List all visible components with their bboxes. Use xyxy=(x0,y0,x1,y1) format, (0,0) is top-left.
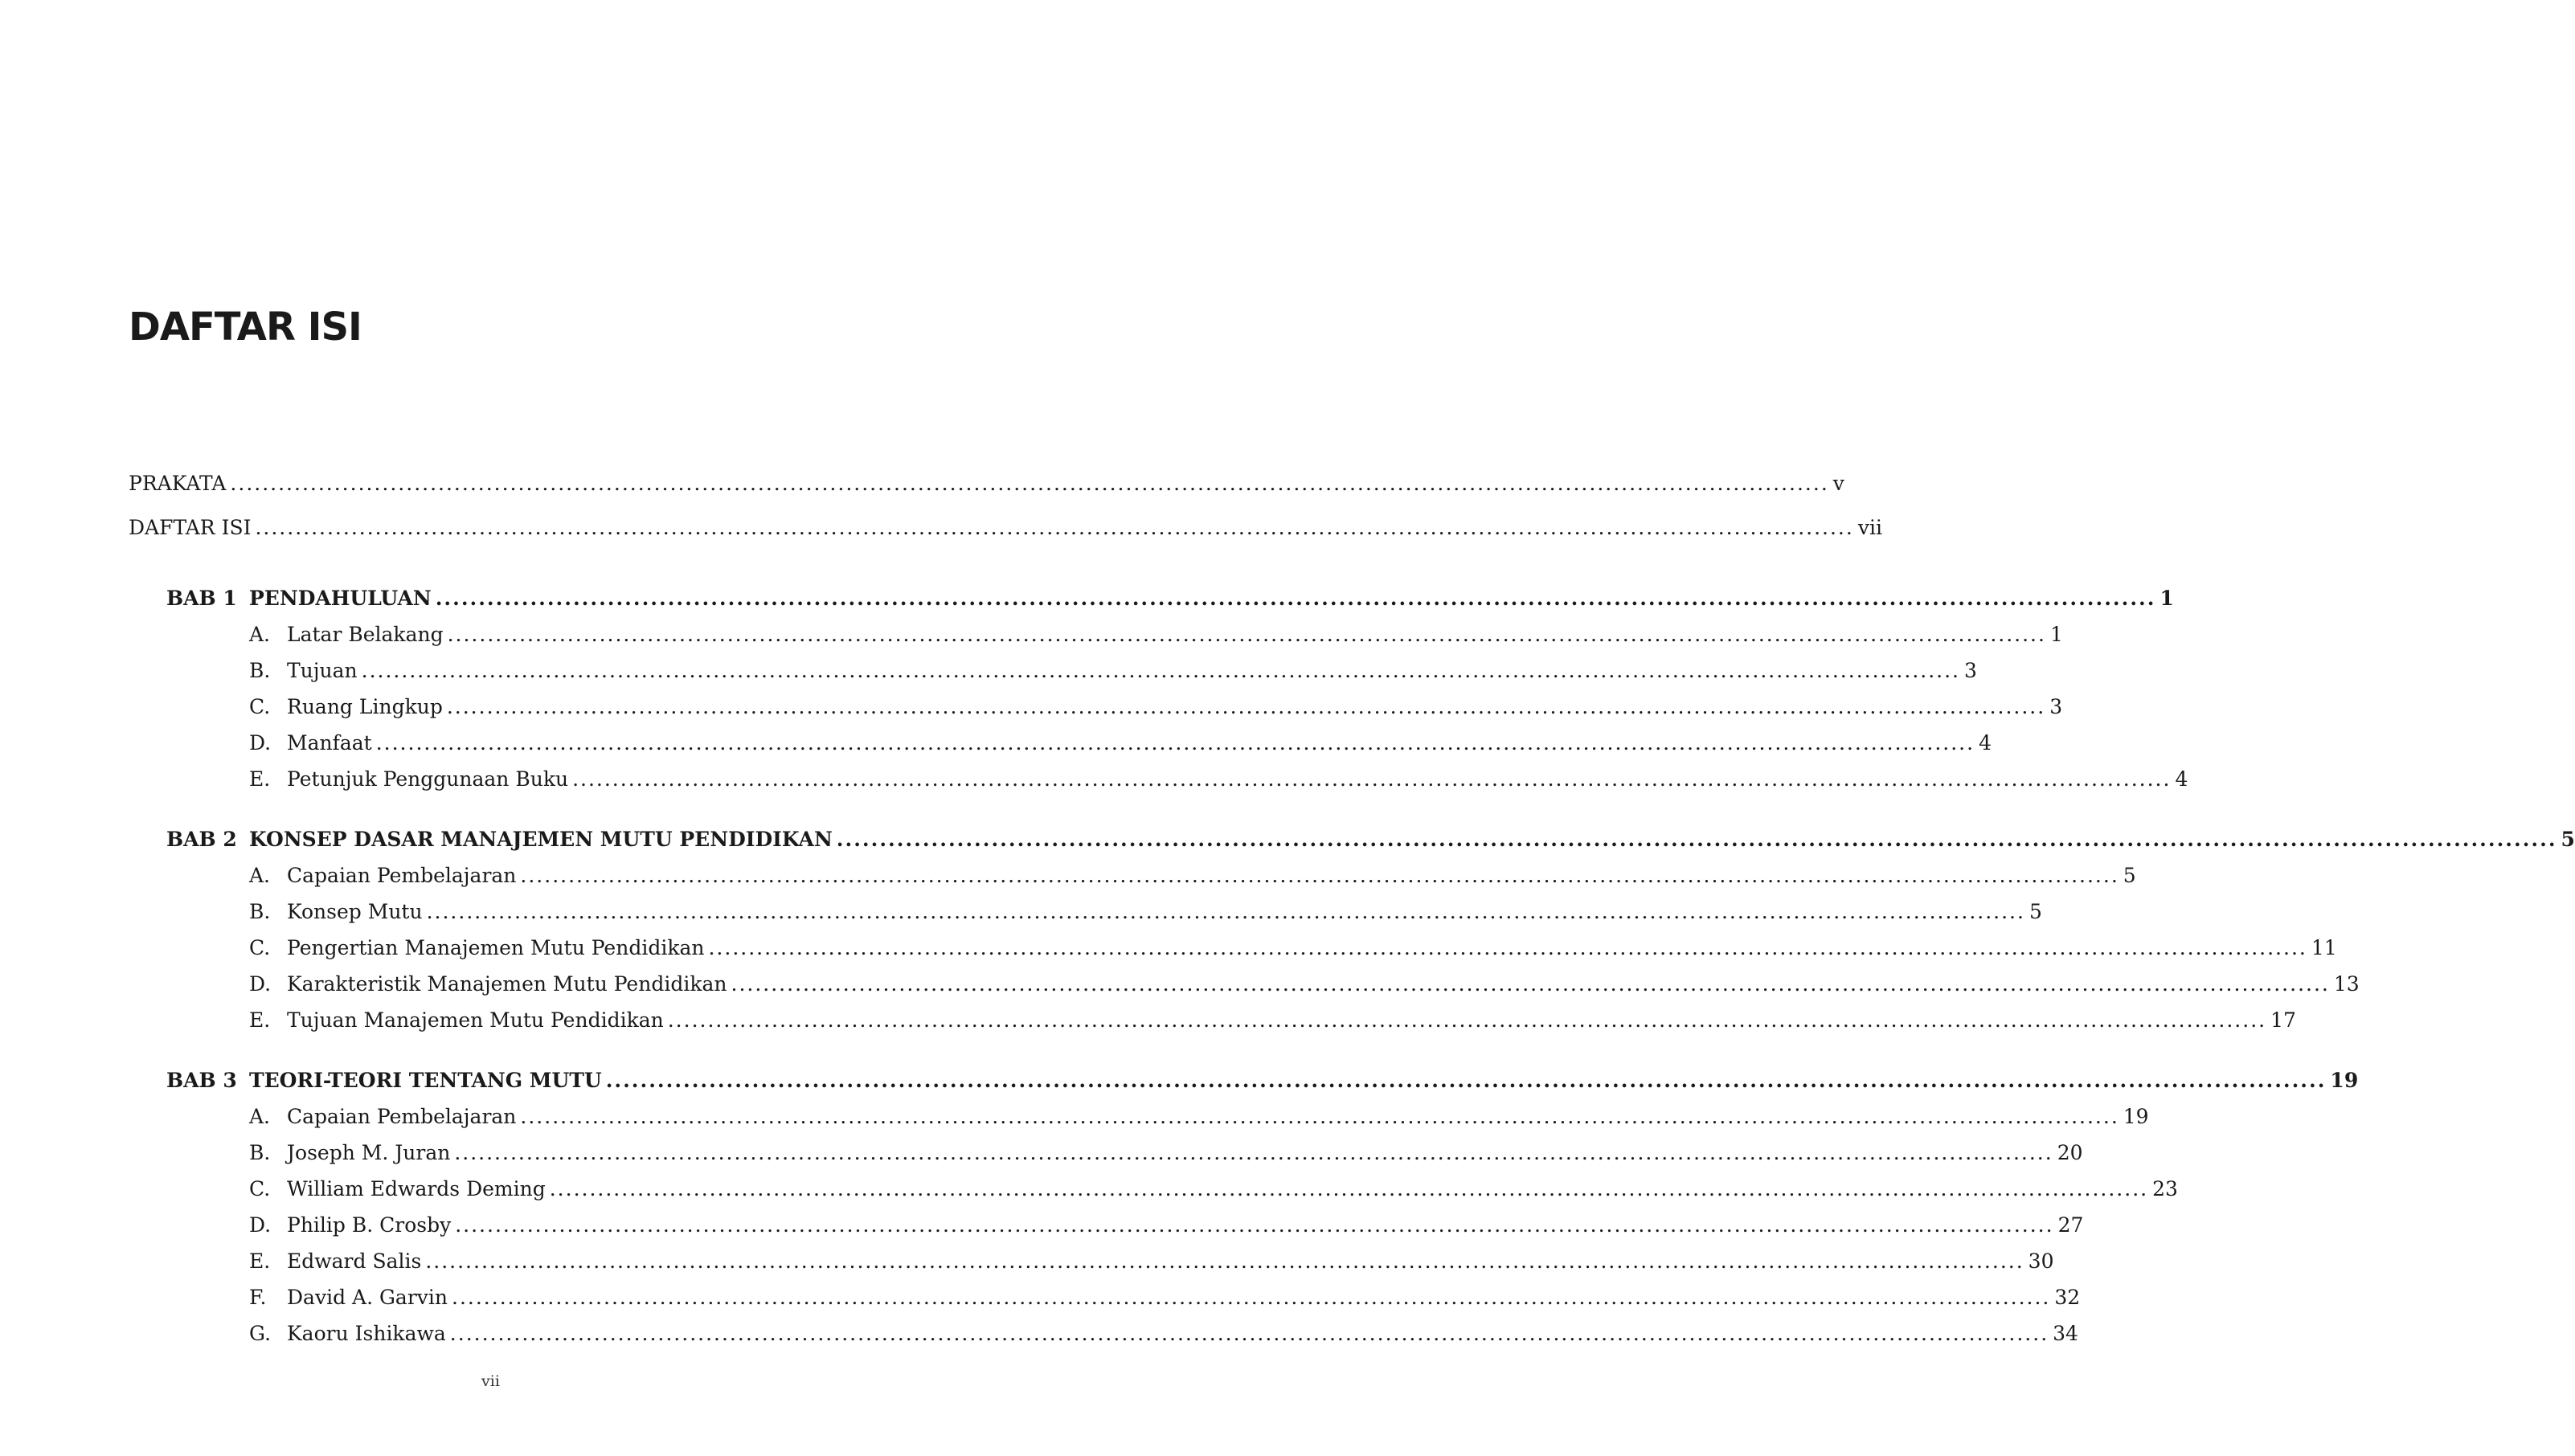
dot-leader: ........................................................................................................................................................................................................ xyxy=(426,900,2025,923)
toc-section-entry[interactable] xyxy=(287,1139,2083,1167)
toc-entry-page: 5 xyxy=(2028,900,2042,923)
section-letter: A. xyxy=(249,623,271,646)
toc-section-entry[interactable] xyxy=(287,971,2360,998)
dot-leader: ........................................................................................................................................................................................................ xyxy=(708,936,2307,959)
toc-entry-page: 1 xyxy=(2159,587,2174,610)
section-letter: C. xyxy=(249,1177,271,1200)
toc-section-entry[interactable] xyxy=(287,1007,2296,1034)
toc-entry-title: Pengertian Manajemen Mutu Pendidikan xyxy=(287,936,705,959)
toc-entry-title: KONSEP DASAR MANAJEMEN MUTU PENDIDIKAN xyxy=(249,828,833,851)
toc-entry-title: Edward Salis xyxy=(287,1249,422,1273)
dot-leader: ........................................................................................................................................................................................................ xyxy=(520,1105,2119,1128)
toc-entry-title: William Edwards Deming xyxy=(287,1177,546,1200)
section-letter: A. xyxy=(249,1105,271,1128)
toc-section-entry[interactable] xyxy=(287,693,2063,721)
dot-leader: ........................................................................................................................................................................................................ xyxy=(454,1141,2053,1164)
toc-entry-page: 3 xyxy=(1964,659,1977,682)
toc-entry-title: PRAKATA xyxy=(129,472,227,495)
toc-entry-page: vii xyxy=(1857,516,1882,539)
dot-leader: ........................................................................................................................................................................................................ xyxy=(520,864,2119,887)
toc-entry-page: 19 xyxy=(2330,1069,2359,1092)
toc-entry-page: 4 xyxy=(2175,767,2188,791)
toc-chapter-entry[interactable] xyxy=(249,826,2575,853)
section-letter: A. xyxy=(249,864,271,887)
dot-leader: ........................................................................................................................................................................................................ xyxy=(667,1008,2267,1032)
section-letter: G. xyxy=(249,1322,272,1345)
toc-entry-title: Philip B. Crosby xyxy=(287,1213,452,1237)
toc-section-entry[interactable] xyxy=(287,898,2042,926)
section-letter: C. xyxy=(249,936,271,959)
chapter-number: BAB 2 xyxy=(166,828,237,851)
toc-section-entry[interactable] xyxy=(287,657,1977,685)
toc-entry-page: 5 xyxy=(2123,864,2136,887)
dot-leader: ........................................................................................................................................................................................................ xyxy=(455,1213,2054,1237)
chapter-number: BAB 3 xyxy=(166,1069,237,1092)
toc-entry-page: 32 xyxy=(2054,1286,2081,1309)
dot-leader: ........................................................................................................................................................................................................ xyxy=(447,623,2046,646)
section-letter: B. xyxy=(249,1141,271,1164)
section-letter: D. xyxy=(249,731,272,755)
section-letter: C. xyxy=(249,695,271,718)
dot-leader: ........................................................................................................................................................................................................ xyxy=(449,1322,2049,1345)
toc-entry-page: 1 xyxy=(2049,623,2063,646)
toc-section-entry[interactable] xyxy=(287,1284,2081,1311)
dot-leader: ........................................................................................................................................................................................................ xyxy=(230,472,1829,495)
section-letter: E. xyxy=(249,1249,271,1273)
toc-entry-page: 3 xyxy=(2049,695,2063,718)
toc-entry-title: PENDAHULUAN xyxy=(249,587,432,610)
toc-section-entry[interactable] xyxy=(287,621,2063,648)
toc-section-entry[interactable] xyxy=(287,766,2188,793)
dot-leader: ........................................................................................................................................................................................................ xyxy=(425,1249,2024,1273)
toc-entry-title: Joseph M. Juran xyxy=(287,1141,451,1164)
toc-section-entry[interactable] xyxy=(287,1212,2084,1239)
toc-section-entry[interactable] xyxy=(287,1248,2054,1275)
chapter-number: BAB 1 xyxy=(166,587,237,610)
toc-entry-title: Manfaat xyxy=(287,731,372,755)
toc-section-entry[interactable] xyxy=(287,1103,2149,1131)
dot-leader: ........................................................................................................................................................................................................ xyxy=(435,587,2156,610)
toc-section-entry[interactable] xyxy=(287,730,1992,757)
toc-entry-title: Capaian Pembelajaran xyxy=(287,1105,517,1128)
toc-section-entry[interactable] xyxy=(287,862,2136,890)
toc-chapter-entry[interactable] xyxy=(249,1067,2359,1094)
toc-entry-title: Tujuan Manajemen Mutu Pendidikan xyxy=(287,1008,664,1032)
toc-entry-page: 5 xyxy=(2561,828,2575,851)
toc-entry-page: 11 xyxy=(2311,936,2337,959)
dot-leader: ........................................................................................................................................................................................................ xyxy=(549,1177,2149,1200)
toc-entry-page: v xyxy=(1832,472,1844,495)
section-letter: B. xyxy=(249,900,271,923)
page-title: DAFTAR ISI xyxy=(129,305,362,350)
section-letter: D. xyxy=(249,972,272,996)
toc-front-entry[interactable] xyxy=(129,470,1844,497)
toc-entry-title: Capaian Pembelajaran xyxy=(287,864,517,887)
section-letter: E. xyxy=(249,1008,271,1032)
page-number: vii xyxy=(481,1372,500,1390)
section-letter: F. xyxy=(249,1286,267,1309)
toc-section-entry[interactable] xyxy=(287,1176,2178,1203)
toc-section-entry[interactable] xyxy=(287,1320,2078,1348)
toc-entry-title: Karakteristik Manajemen Mutu Pendidikan xyxy=(287,972,727,996)
toc-entry-title: David A. Garvin xyxy=(287,1286,448,1309)
toc-entry-title: Latar Belakang xyxy=(287,623,444,646)
toc-entry-page: 13 xyxy=(2333,972,2360,996)
toc-entry-page: 17 xyxy=(2270,1008,2296,1032)
dot-leader: ........................................................................................................................................................................................................ xyxy=(605,1069,2327,1092)
dot-leader: ........................................................................................................................................................................................................ xyxy=(572,767,2172,791)
dot-leader: ........................................................................................................................................................................................................ xyxy=(255,516,1854,539)
dot-leader: ........................................................................................................................................................................................................ xyxy=(446,695,2046,718)
toc-section-entry[interactable] xyxy=(287,935,2337,962)
toc-entry-page: 34 xyxy=(2053,1322,2078,1345)
toc-entry-title: Ruang Lingkup xyxy=(287,695,443,718)
section-letter: D. xyxy=(249,1213,272,1237)
dot-leader: ........................................................................................................................................................................................................ xyxy=(375,731,1975,755)
dot-leader: ........................................................................................................................................................................................................ xyxy=(731,972,2330,996)
toc-chapter-entry[interactable] xyxy=(249,585,2174,612)
toc-entry-page: 19 xyxy=(2123,1105,2149,1128)
toc-entry-title: Konsep Mutu xyxy=(287,900,423,923)
toc-entry-title: DAFTAR ISI xyxy=(129,516,252,539)
toc-entry-title: Petunjuk Penggunaan Buku xyxy=(287,767,569,791)
toc-front-entry[interactable] xyxy=(129,514,1882,542)
dot-leader: ........................................................................................................................................................................................................ xyxy=(361,659,1960,682)
section-letter: E. xyxy=(249,767,271,791)
toc-entry-title: Kaoru Ishikawa xyxy=(287,1322,446,1345)
toc-entry-page: 20 xyxy=(2057,1141,2083,1164)
dot-leader: ........................................................................................................................................................................................................ xyxy=(836,828,2557,851)
dot-leader: ........................................................................................................................................................................................................ xyxy=(452,1286,2051,1309)
toc-entry-title: TEORI-TEORI TENTANG MUTU xyxy=(249,1069,602,1092)
section-letter: B. xyxy=(249,659,271,682)
toc-entry-page: 4 xyxy=(1979,731,1992,755)
toc-entry-page: 30 xyxy=(2028,1249,2054,1273)
toc-entry-page: 23 xyxy=(2152,1177,2178,1200)
toc-entry-title: Tujuan xyxy=(287,659,358,682)
toc-entry-page: 27 xyxy=(2057,1213,2084,1237)
